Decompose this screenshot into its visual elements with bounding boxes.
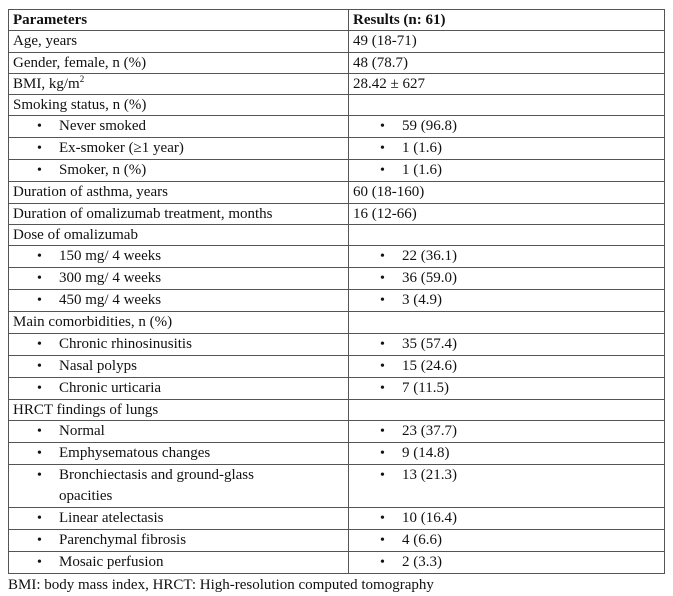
- row-value: [349, 312, 665, 333]
- row-label: [9, 290, 349, 312]
- bullet-value: 59 (96.8): [402, 118, 457, 135]
- row-value: [349, 464, 665, 507]
- table-row: [9, 507, 665, 529]
- bullet-icon: [380, 160, 402, 181]
- table-row: [9, 464, 665, 507]
- row-label: [9, 246, 349, 268]
- row-label: [9, 138, 349, 160]
- table-row: [9, 268, 665, 290]
- bullet-text: Mosaic perfusion: [59, 553, 164, 570]
- bullet-text: Ex-smoker (≥1 year): [59, 140, 184, 157]
- bullet-icon: [37, 356, 59, 377]
- row-value: [349, 160, 665, 182]
- bullet-icon: [37, 552, 59, 573]
- bullet-icon: [380, 421, 402, 442]
- row-value: [349, 225, 665, 246]
- row-label: [9, 551, 349, 573]
- bullet-text: Linear atelectasis: [59, 509, 164, 526]
- bullet-icon: [380, 530, 402, 551]
- table-footnote: BMI: body mass index, HRCT: High-resolution computed tomography: [8, 576, 434, 593]
- row-label: [9, 442, 349, 464]
- table-row: [9, 333, 665, 355]
- header-results: Results (n: 61): [349, 10, 665, 31]
- bullet-icon: [37, 508, 59, 529]
- row-value: [349, 399, 665, 420]
- bullet-value: 1 (1.6): [402, 140, 442, 157]
- bullet-icon: [37, 443, 59, 464]
- bullet-icon: [380, 356, 402, 377]
- bullet-value: 10 (16.4): [402, 509, 457, 526]
- row-value: 49 (18-71): [349, 31, 665, 52]
- bullet-icon: [37, 268, 59, 289]
- row-value: 60 (18-160): [349, 182, 665, 203]
- bullet-icon: [380, 552, 402, 573]
- bullet-text: Never smoked: [59, 118, 147, 135]
- row-value: [349, 442, 665, 464]
- bullet-text: 150 mg/ 4 weeks: [59, 248, 162, 265]
- row-label: Duration of asthma, years: [9, 182, 349, 203]
- row-value: [349, 116, 665, 138]
- bullet-icon: [380, 334, 402, 355]
- row-label: [9, 529, 349, 551]
- row-value: [349, 507, 665, 529]
- bullet-icon: [380, 138, 402, 159]
- section-row: [9, 312, 665, 333]
- bullet-icon: [37, 465, 59, 486]
- table-row: [9, 377, 665, 399]
- bullet-value: 23 (37.7): [402, 422, 457, 439]
- header-parameters: Parameters: [9, 10, 349, 31]
- row-label: [9, 73, 349, 94]
- table-row: [9, 551, 665, 573]
- bullet-value: 2 (3.3): [402, 553, 442, 570]
- bullet-text: Chronic urticaria: [59, 379, 162, 396]
- bullet-text: Smoker, n (%): [59, 162, 147, 179]
- table-container: [8, 9, 664, 594]
- bmi-superscript: 2: [79, 73, 85, 84]
- bmi-label: BMI, kg/m: [13, 75, 80, 92]
- section-row: [9, 399, 665, 420]
- table-row: [9, 73, 665, 94]
- row-value: [349, 290, 665, 312]
- row-label: [9, 464, 349, 507]
- table-row: [9, 246, 665, 268]
- bullet-icon: [380, 378, 402, 399]
- bullet-value: 36 (59.0): [402, 270, 457, 287]
- bullet-value: 7 (11.5): [402, 379, 449, 396]
- bullet-value: 9 (14.8): [402, 444, 450, 461]
- row-label: [9, 160, 349, 182]
- bullet-icon: [37, 421, 59, 442]
- bullet-text: Emphysematous changes: [59, 444, 211, 461]
- bullet-icon: [37, 290, 59, 311]
- bullet-value: 3 (4.9): [402, 292, 442, 309]
- table-row: [9, 355, 665, 377]
- bullet-value: 22 (36.1): [402, 248, 457, 265]
- section-row: [9, 225, 665, 246]
- section-label: Main comorbidities, n (%): [9, 312, 349, 333]
- bullet-value: 1 (1.6): [402, 162, 442, 179]
- bullet-value: 13 (21.3): [402, 466, 457, 483]
- row-label: [9, 507, 349, 529]
- table-row: [9, 138, 665, 160]
- header-row: [9, 10, 665, 31]
- section-label: Smoking status, n (%): [9, 95, 349, 116]
- bullet-icon: [380, 508, 402, 529]
- bullet-icon: [380, 443, 402, 464]
- table-row: [9, 442, 665, 464]
- table-row: [9, 52, 665, 73]
- row-label: [9, 420, 349, 442]
- row-label: [9, 355, 349, 377]
- section-label: Dose of omalizumab: [9, 225, 349, 246]
- bullet-icon: [37, 378, 59, 399]
- row-value: 16 (12-66): [349, 203, 665, 224]
- row-label: Age, years: [9, 31, 349, 52]
- bullet-value: 35 (57.4): [402, 335, 457, 352]
- bullet-icon: [37, 246, 59, 267]
- row-label: Gender, female, n (%): [9, 52, 349, 73]
- bullet-text: Nasal polyps: [59, 357, 137, 374]
- table-row: [9, 529, 665, 551]
- row-value: [349, 95, 665, 116]
- bullet-icon: [380, 268, 402, 289]
- table-row: [9, 290, 665, 312]
- table-row: [9, 420, 665, 442]
- bullet-icon: [380, 116, 402, 137]
- section-row: [9, 95, 665, 116]
- row-value: [349, 246, 665, 268]
- row-value: [349, 333, 665, 355]
- row-value: 48 (78.7): [349, 52, 665, 73]
- bullet-value: 4 (6.6): [402, 531, 442, 548]
- row-value: [349, 377, 665, 399]
- row-value: [349, 355, 665, 377]
- table-row: [9, 160, 665, 182]
- row-label: [9, 116, 349, 138]
- bullet-icon: [37, 160, 59, 181]
- bullet-text: 300 mg/ 4 weeks: [59, 270, 162, 287]
- bullet-icon: [380, 246, 402, 267]
- bullet-text: 450 mg/ 4 weeks: [59, 292, 162, 309]
- row-value: [349, 138, 665, 160]
- bullet-icon: [380, 465, 402, 486]
- row-label: [9, 377, 349, 399]
- bullet-icon: [37, 530, 59, 551]
- row-value: [349, 529, 665, 551]
- table-row: [9, 116, 665, 138]
- bullet-icon: [37, 334, 59, 355]
- bullet-icon: [37, 116, 59, 137]
- bullet-text: Bronchiectasis and ground-glass opacities: [59, 466, 254, 504]
- bullet-text: Normal: [59, 422, 105, 439]
- bullet-value: 15 (24.6): [402, 357, 457, 374]
- row-value: [349, 551, 665, 573]
- section-label: HRCT findings of lungs: [9, 399, 349, 420]
- table-row: [9, 182, 665, 203]
- row-value: 28.42 ± 627: [349, 73, 665, 94]
- row-label: [9, 333, 349, 355]
- row-label: [9, 268, 349, 290]
- bullet-text: Chronic rhinosinusitis: [59, 335, 192, 352]
- bullet-icon: [37, 138, 59, 159]
- results-table: [8, 9, 665, 574]
- bullet-icon: [380, 290, 402, 311]
- row-label: Duration of omalizumab treatment, months: [9, 203, 349, 224]
- row-value: [349, 268, 665, 290]
- table-row: [9, 31, 665, 52]
- row-value: [349, 420, 665, 442]
- table-row: [9, 203, 665, 224]
- bullet-text: Parenchymal fibrosis: [59, 531, 187, 548]
